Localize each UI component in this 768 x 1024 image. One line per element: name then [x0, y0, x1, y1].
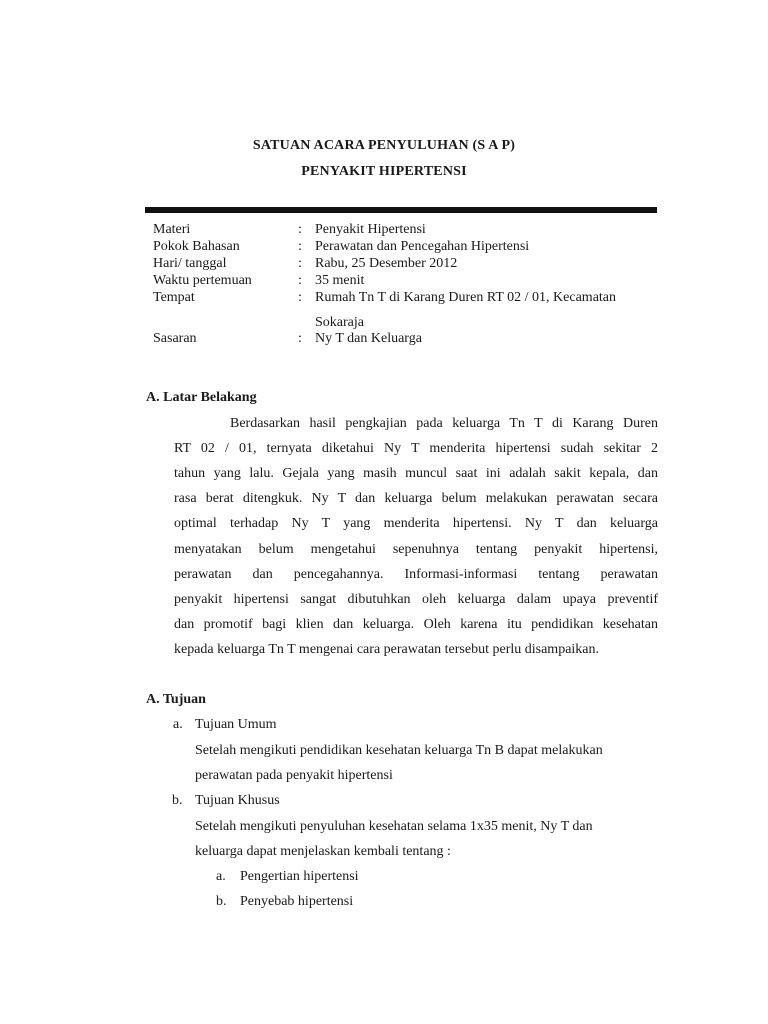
paragraph-line: dan promotif bagi klien dan keluarga. Oleh karena itu pendidikan kesehatan [174, 617, 658, 632]
tujuan-khusus-line: Setelah mengikuti penyuluhan kesehatan selama 1x35 menit, Ny T dan [195, 819, 593, 834]
paragraph-line: tahun yang lalu. Gejala yang masih muncul saat ini adalah sakit kepala, dan [174, 466, 658, 481]
info-value-hari-tanggal: Rabu, 25 Desember 2012 [315, 256, 458, 271]
info-colon: : [298, 273, 302, 288]
info-value-pokok-bahasan: Perawatan dan Pencegahan Hipertensi [315, 239, 530, 254]
info-label-pokok-bahasan: Pokok Bahasan [153, 239, 240, 254]
paragraph-line: Berdasarkan hasil pengkajian pada keluarga Tn T di Karang Duren [230, 416, 658, 431]
info-label-materi: Materi [153, 222, 191, 237]
info-colon: : [298, 290, 302, 305]
paragraph-line: RT 02 / 01, ternyata diketahui Ny T menderita hipertensi sudah sekitar 2 [174, 441, 658, 456]
paragraph-line: optimal terhadap Ny T yang menderita hipertensi. Ny T dan keluarga [174, 516, 658, 531]
section-heading-tujuan: A. Tujuan [146, 692, 206, 707]
tujuan-umum-line: Setelah mengikuti pendidikan kesehatan keluarga Tn B dapat melakukan [195, 743, 603, 758]
paragraph-line: perawatan dan pencegahannya. Informasi-informasi tentang perawatan [174, 567, 658, 582]
tujuan-umum-title: Tujuan Umum [195, 717, 277, 732]
paragraph-line: rasa berat ditengkuk. Ny T dan keluarga belum melakukan perawatan secara [174, 491, 658, 506]
info-colon: : [298, 239, 302, 254]
list-item: Pengertian hipertensi [240, 869, 359, 884]
info-label-sasaran: Sasaran [153, 331, 197, 346]
info-label-hari-tanggal: Hari/ tanggal [153, 256, 227, 271]
document-title: SATUAN ACARA PENYULUHAN (S A P) [252, 138, 516, 153]
document-subtitle: PENYAKIT HIPERTENSI [301, 164, 467, 179]
info-colon: : [298, 256, 302, 271]
info-value-tempat-continued: Sokaraja [315, 315, 364, 330]
info-value-tempat: Rumah Tn T di Karang Duren RT 02 / 01, Kecamatan [315, 290, 617, 305]
info-colon: : [298, 222, 302, 237]
list-marker: b. [216, 894, 227, 909]
info-label-waktu: Waktu pertemuan [153, 273, 252, 288]
paragraph-line: penyakit hipertensi sangat dibutuhkan oleh keluarga dalam upaya preventif [174, 592, 658, 607]
info-value-waktu: 35 menit [315, 273, 365, 288]
tujuan-khusus-line: keluarga dapat menjelaskan kembali tentang : [195, 844, 451, 859]
paragraph-line: menyatakan belum mengetahui sepenuhnya tentang penyakit hipertensi, [174, 542, 658, 557]
list-marker: a. [216, 869, 226, 884]
paragraph-line: kepada keluarga Tn T mengenai cara perawatan tersebut perlu disampaikan. [174, 642, 600, 657]
info-value-materi: Penyakit Hipertensi [315, 222, 426, 237]
info-colon: : [298, 331, 302, 346]
info-label-tempat: Tempat [153, 290, 195, 305]
tujuan-umum-line: perawatan pada penyakit hipertensi [195, 768, 393, 783]
list-item: Penyebab hipertensi [240, 894, 354, 909]
title-divider [145, 207, 657, 213]
info-value-sasaran: Ny T dan Keluarga [315, 331, 422, 346]
tujuan-khusus-title: Tujuan Khusus [195, 793, 280, 808]
section-heading-latar-belakang: A. Latar Belakang [146, 390, 257, 405]
list-marker: a. [173, 717, 183, 732]
list-marker: b. [172, 793, 183, 808]
